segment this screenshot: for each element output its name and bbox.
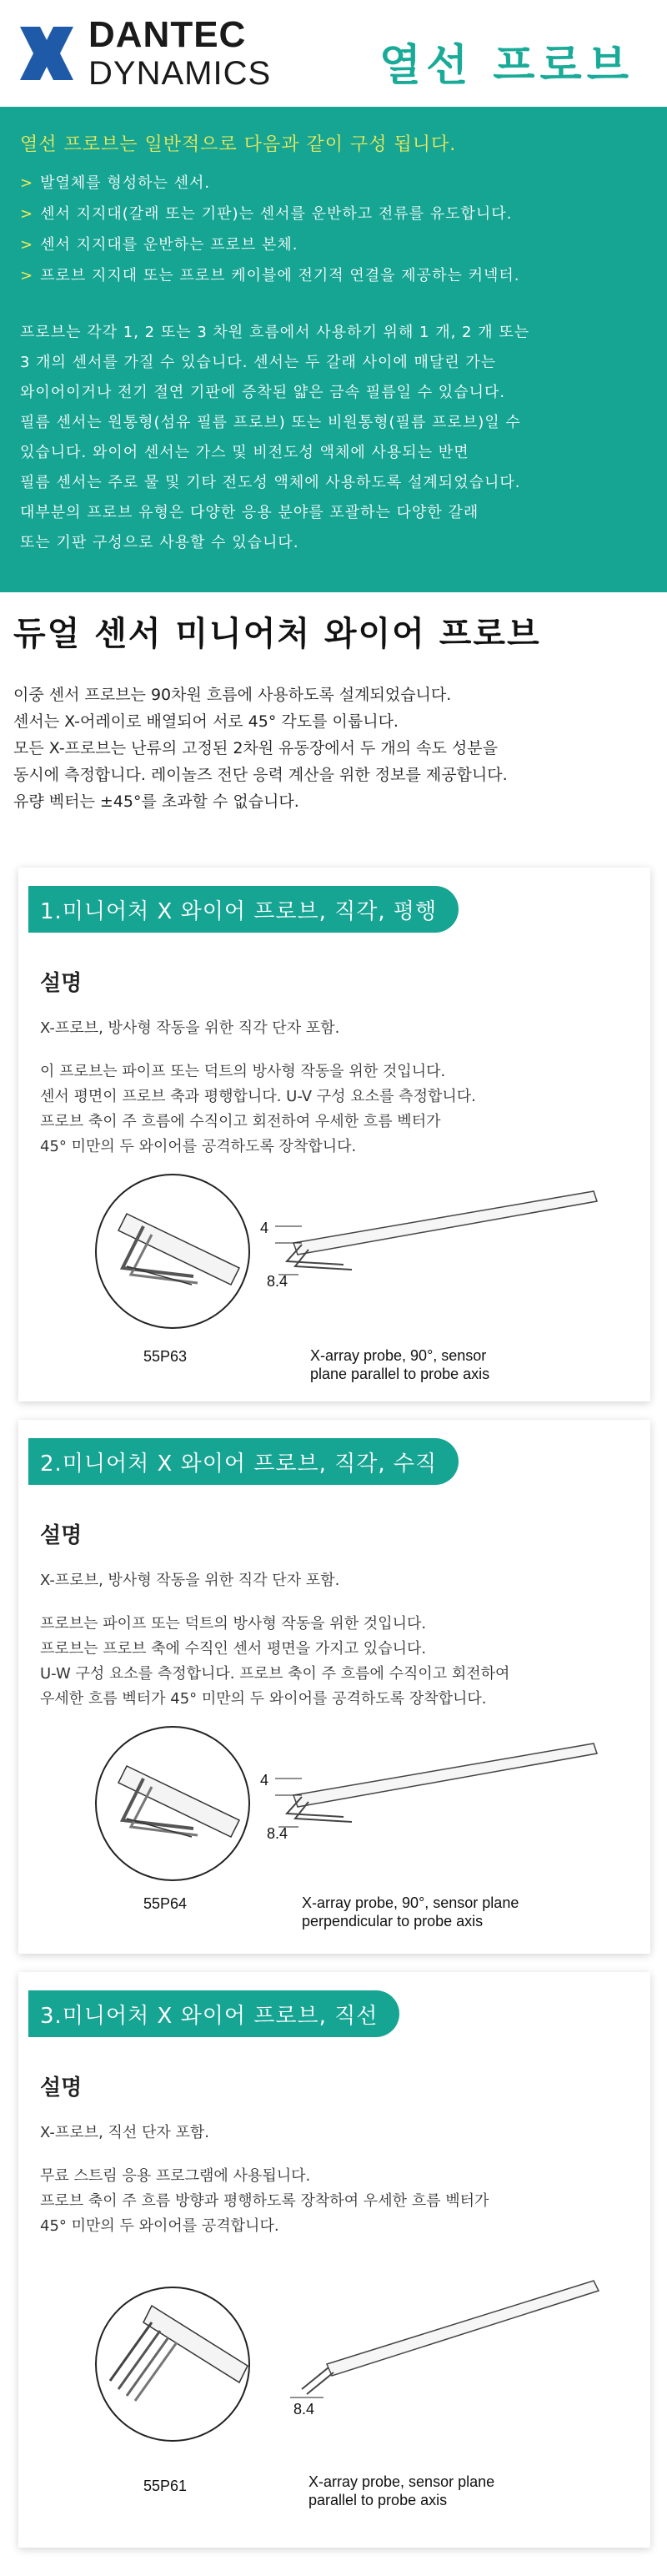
- card-description: [40, 2164, 640, 2239]
- description-line: 무료 스트림 응용 프로그램에 사용됩니다.: [40, 2167, 311, 2185]
- paragraph-line: 있습니다. 와이어 센서는 가스 및 비전도성 액체에 사용되는 반면: [20, 444, 469, 461]
- dantec-logo-mark-icon: [17, 23, 77, 83]
- paragraph-line: 필름 센서는 원통형(섬유 필름 프로브) 또는 비원통형(필름 프로브)일 수: [20, 414, 521, 431]
- description-line: 센서 평면이 프로브 축과 평행합니다. U-V 구성 요소를 측정합니다.: [40, 1088, 476, 1105]
- dimension-label: 4: [260, 1772, 269, 1789]
- description-line: 프로브는 프로브 축에 수직인 센서 평면을 가지고 있습니다.: [40, 1640, 427, 1658]
- section-description: [13, 682, 654, 815]
- card-description: [40, 1612, 640, 1712]
- probe-card-55p64: [18, 1420, 650, 1954]
- description-line: 이 프로브는 파이프 또는 덕트의 방사형 작동을 위한 것입니다.: [40, 1063, 446, 1080]
- section-title: 듀얼 센서 미니어처 와이어 프로브: [13, 615, 541, 653]
- dantec-logo[interactable]: [17, 14, 272, 92]
- probe-drawing: [93, 2272, 610, 2464]
- paragraph-line: 프로브는 각각 1, 2 또는 3 차원 흐름에서 사용하기 위해 1 개, 2 개 또는: [20, 324, 530, 341]
- card-short-text: X-프로브, 방사형 작동을 위한 직각 단자 포함.: [40, 1019, 340, 1037]
- description-line: 프로브는 파이프 또는 덕트의 방사형 작동을 위한 것입니다.: [40, 1615, 427, 1633]
- card-short-text: X-프로브, 방사형 작동을 위한 직각 단자 포함.: [40, 1572, 340, 1589]
- intro-list: [20, 168, 649, 291]
- dimension-label: 8.4: [293, 2401, 315, 2418]
- probe-code: 55P64: [143, 1895, 188, 1912]
- list-item: [20, 229, 649, 260]
- card-subtitle: 설명: [40, 2075, 83, 2101]
- paragraph-line: 와이어이거나 전기 절연 기판에 증착된 얇은 금속 필름일 수 있습니다.: [20, 384, 506, 401]
- intro-lead: 열선 프로브는 일반적으로 다음과 같이 구성 됩니다.: [20, 134, 457, 155]
- card-description: [40, 1059, 640, 1160]
- probe-card-55p61: [18, 1972, 650, 2548]
- list-item-text: 센서 지지대를 운반하는 프로브 본체.: [40, 236, 298, 254]
- logo-line-2: DYNAMICS: [88, 55, 272, 92]
- chevron-right-icon: >: [20, 174, 34, 192]
- paragraph-line: 대부분의 프로브 유형은 다양한 응용 분야를 포괄하는 다양한 갈래: [20, 504, 479, 521]
- card-title: 1.미니어처 X 와이어 프로브, 직각, 평행: [28, 886, 459, 933]
- description-line: 우세한 흐름 벡터가 45° 미만의 두 와이어를 공격하도록 장착합니다.: [40, 1690, 487, 1708]
- description-line: 모든 X-프로브는 난류의 고정된 2차원 유동장에서 두 개의 속도 성분을: [13, 739, 498, 757]
- intro-band: [0, 107, 667, 592]
- caption-line: X-array probe, 90°, sensor: [310, 1347, 487, 1364]
- probe-code: 55P63: [143, 1348, 188, 1365]
- probe-caption: [302, 1894, 519, 1930]
- paragraph-line: 필름 센서는 주로 물 및 기타 전도성 액체에 사용하도록 설계되었습니다.: [20, 474, 521, 491]
- card-title: 2.미니어처 X 와이어 프로브, 직각, 수직: [28, 1438, 459, 1485]
- probe-figure: [93, 2272, 610, 2523]
- probe-figure: [93, 1720, 610, 1937]
- chevron-right-icon: >: [20, 205, 34, 223]
- list-item-text: 프로브 지지대 또는 프로브 케이블에 전기적 연결을 제공하는 커넥터.: [40, 267, 520, 284]
- description-line: 45° 미만의 두 와이어를 공격하도록 장착합니다.: [40, 1138, 357, 1155]
- list-item-text: 발열체를 형성하는 센서.: [40, 174, 211, 192]
- probe-caption: [308, 2473, 494, 2509]
- card-short-text: X-프로브, 직선 단자 포함.: [40, 2124, 210, 2141]
- dimension-label: 4: [260, 1220, 269, 1236]
- list-item: [20, 168, 649, 199]
- list-item: [20, 199, 649, 229]
- probe-card-55p63: [18, 868, 650, 1401]
- description-line: 45° 미만의 두 와이어를 공격합니다.: [40, 2217, 279, 2235]
- dimension-label: 8.4: [267, 1273, 288, 1290]
- probe-drawing: [93, 1720, 610, 1887]
- chevron-right-icon: >: [20, 236, 34, 254]
- list-item-text: 센서 지지대(갈래 또는 기판)는 센서를 운반하고 전류를 유도합니다.: [40, 205, 513, 223]
- list-item: [20, 260, 649, 291]
- card-subtitle: 설명: [40, 971, 83, 996]
- probe-figure: [93, 1168, 610, 1385]
- description-line: U-W 구성 요소를 측정합니다. 프로브 축이 주 흐름에 수직이고 회전하여: [40, 1665, 510, 1683]
- description-line: 프로브 축이 주 흐름 방향과 평행하도록 장착하여 우세한 흐름 벡터가: [40, 2192, 489, 2210]
- probe-code: 55P61: [143, 2478, 188, 2494]
- paragraph-line: 3 개의 센서를 가질 수 있습니다. 센서는 두 갈래 사이에 매달린 가는: [20, 354, 497, 371]
- page-title: 열선 프로브: [379, 41, 634, 91]
- probe-drawing: [93, 1168, 610, 1335]
- caption-line: X-array probe, 90°, sensor plane: [302, 1894, 519, 1911]
- description-line: 동시에 측정합니다. 레이놀즈 전단 응력 계산을 위한 정보를 제공합니다.: [13, 766, 508, 784]
- card-subtitle: 설명: [40, 1523, 83, 1548]
- caption-line: plane parallel to probe axis: [310, 1366, 490, 1382]
- dimension-label: 8.4: [267, 1825, 288, 1842]
- description-line: 센서는 X-어레이로 배열되어 서로 45° 각도를 이룹니다.: [13, 712, 399, 731]
- dual-sensor-section: [0, 592, 667, 815]
- probe-caption: [310, 1346, 489, 1383]
- chevron-right-icon: >: [20, 267, 34, 284]
- description-line: 이중 센서 프로브는 90차원 흐름에 사용하도록 설계되었습니다.: [13, 686, 452, 704]
- caption-line: parallel to probe axis: [308, 2492, 448, 2508]
- intro-paragraph: [20, 318, 649, 558]
- caption-line: X-array probe, sensor plane: [308, 2473, 495, 2490]
- card-title: 3.미니어처 X 와이어 프로브, 직선: [28, 1990, 399, 2037]
- caption-line: perpendicular to probe axis: [302, 1913, 484, 1929]
- logo-line-1: DANTEC: [88, 14, 247, 55]
- description-line: 유량 벡터는 ±45°를 초과할 수 없습니다.: [13, 792, 299, 811]
- header: [0, 0, 667, 107]
- description-line: 프로브 축이 주 흐름에 수직이고 회전하여 우세한 흐름 벡터가: [40, 1113, 441, 1130]
- paragraph-line: 또는 기판 구성으로 사용할 수 있습니다.: [20, 534, 299, 551]
